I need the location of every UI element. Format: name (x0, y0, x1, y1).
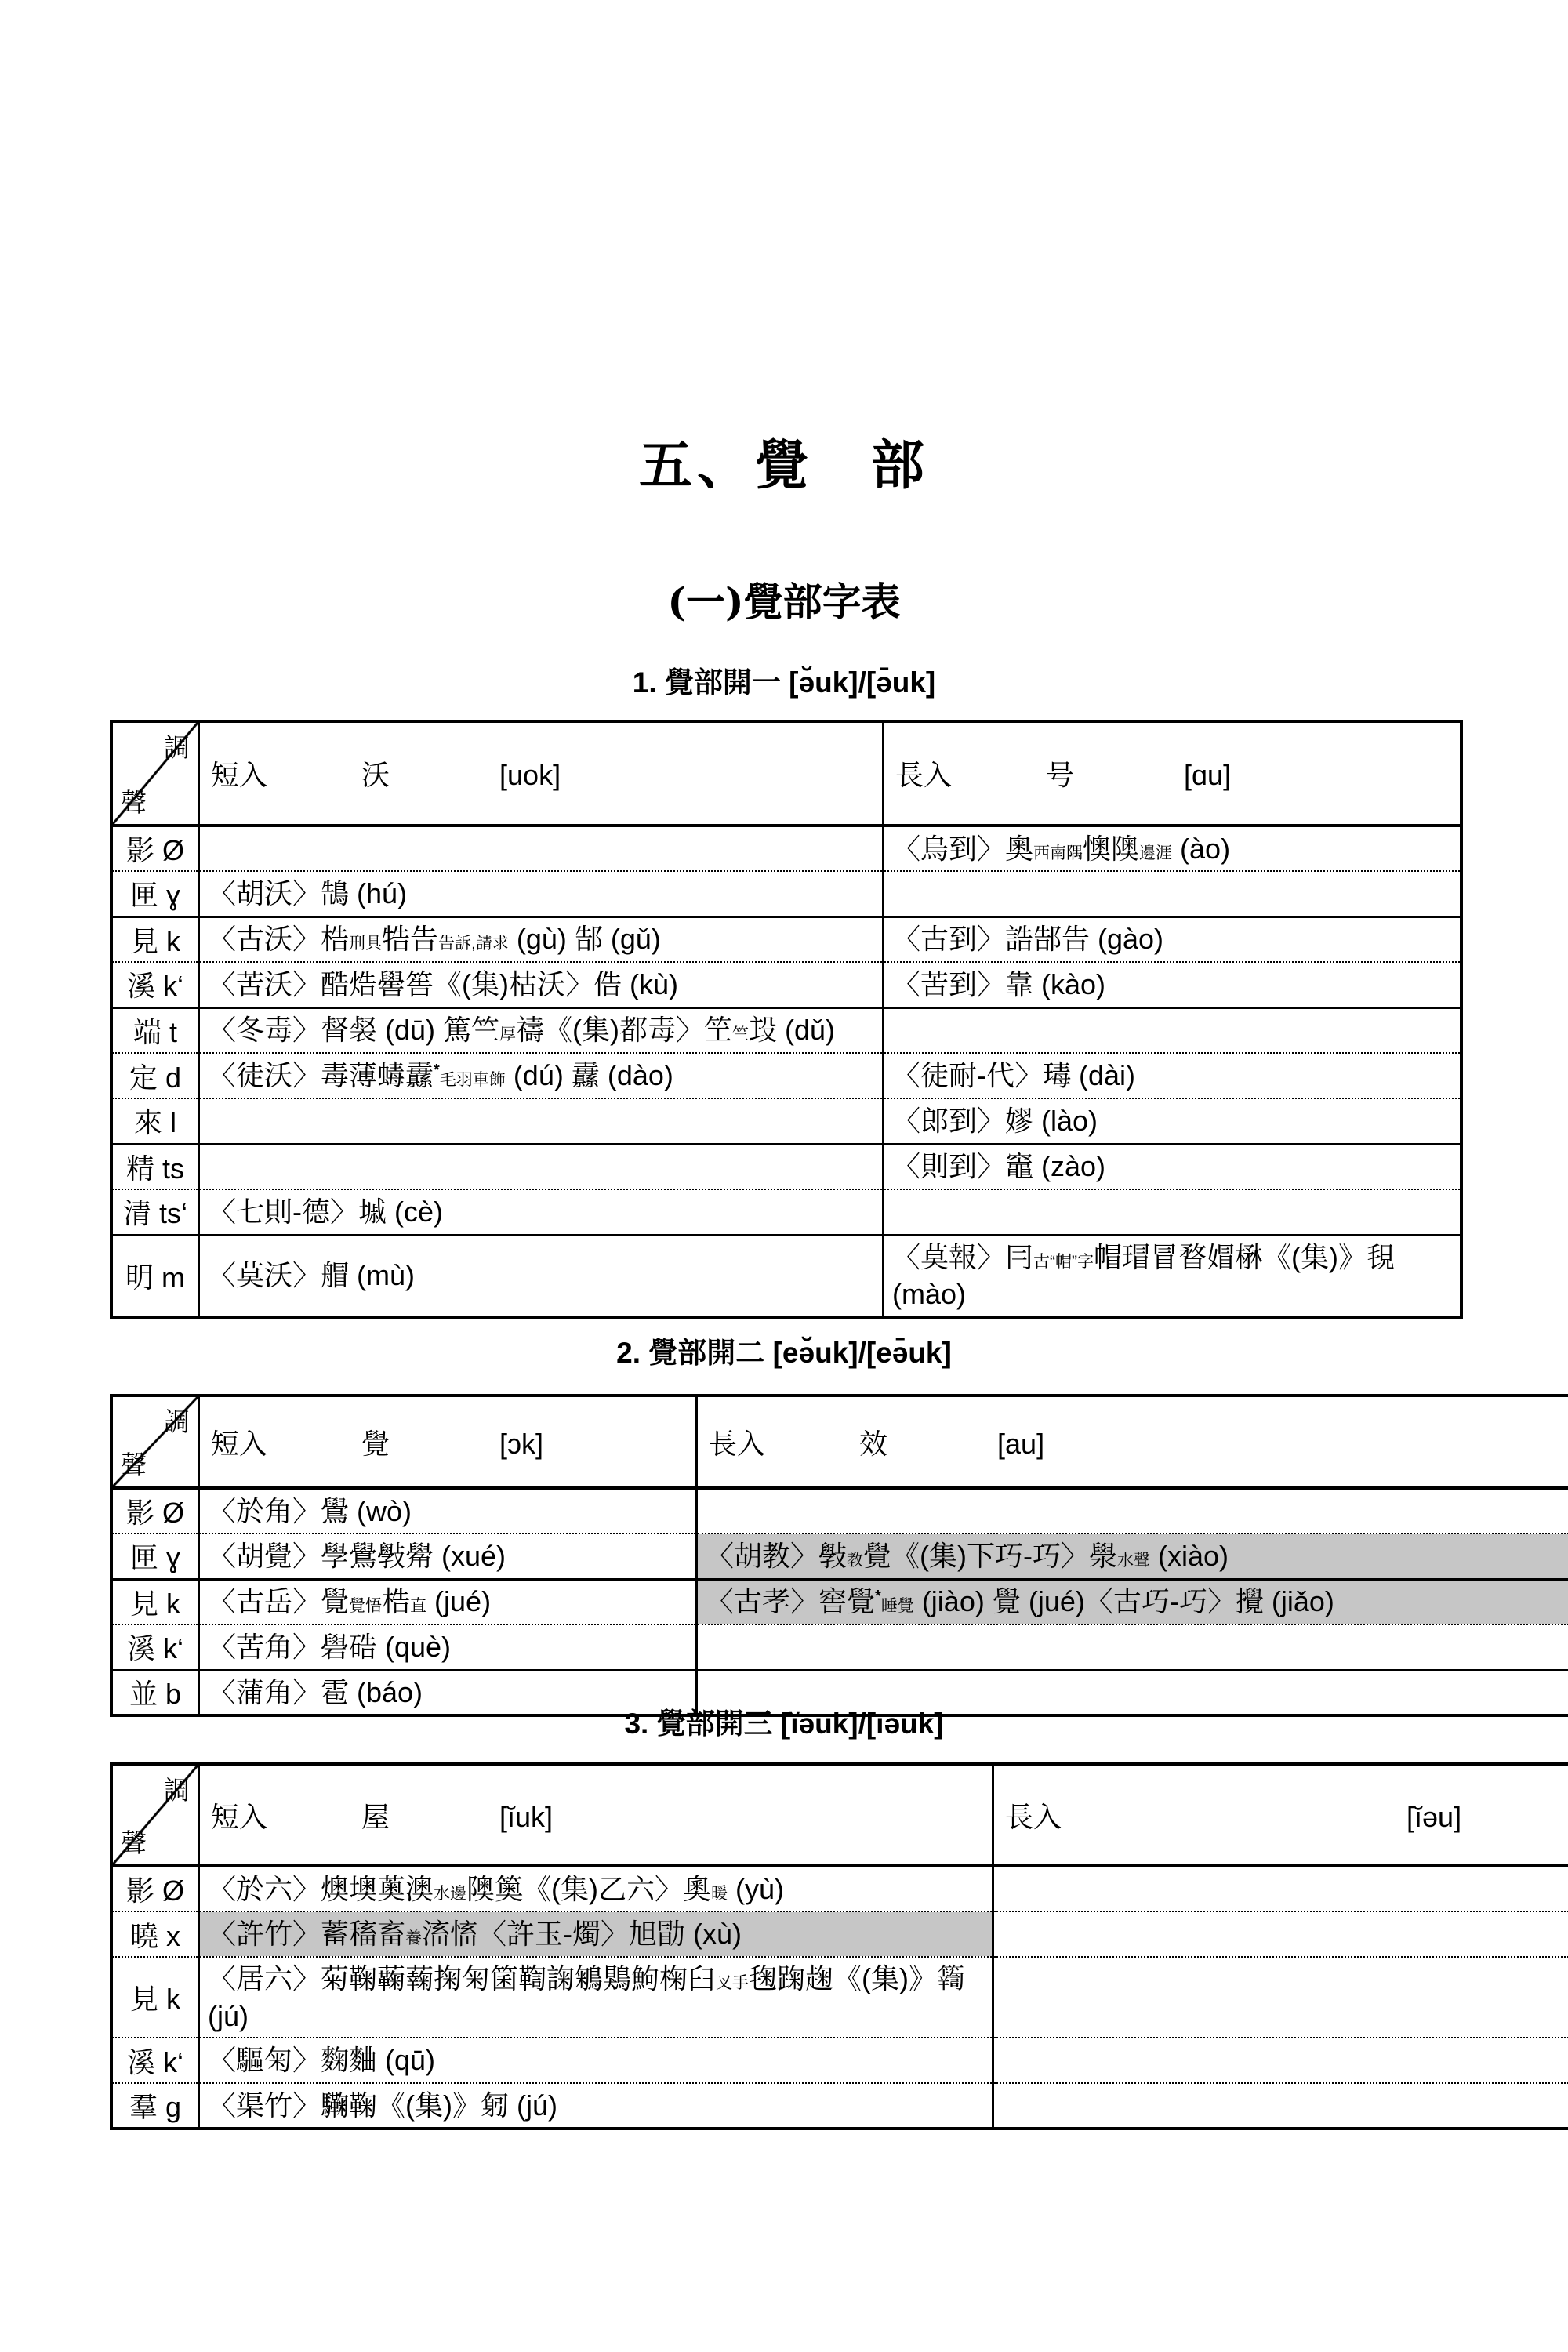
short-column-ipa: [uok] (499, 759, 561, 791)
table-row (111, 2083, 1568, 2129)
entry-text: 牿告 (382, 923, 439, 956)
gloss-annotation: 邊涯 (1139, 844, 1173, 862)
short-entry-cell (199, 1144, 884, 1189)
corner-label-initial: 聲 (121, 788, 147, 817)
entry-text: (dú) 纛 (dào) (505, 1059, 673, 1092)
short-column-header (199, 1764, 993, 1866)
entry-text: (jué) (426, 1585, 492, 1618)
entry-text: 覺《(集)下巧-巧〉澩 (863, 1539, 1117, 1572)
long-entry-cell (884, 1053, 1462, 1098)
entry-text: 懊隩 (1083, 832, 1140, 865)
long-entry-cell (884, 1007, 1462, 1053)
short-entry-cell (199, 2083, 993, 2129)
short-column-example-char: 沃 (361, 759, 390, 791)
long-column-label: 長入 (1005, 1800, 1062, 1833)
entry-text: 〈烏到〉奧 (892, 832, 1034, 865)
long-entry-cell (697, 1579, 1568, 1624)
initial-cell: 匣 ɣ (111, 1534, 199, 1579)
entry-text: 殶 (dǔ) (749, 1014, 836, 1047)
short-entry-cell (199, 1053, 884, 1098)
entry-text: 毱踘趜《(集)》𥷚 (jú) (208, 1962, 965, 2032)
table-row (111, 1957, 1568, 2038)
table-row (111, 1534, 1568, 1579)
entry-text: 〈古沃〉梏 (208, 923, 350, 956)
section-heading: 3. 覺部開三 [ĭəuk]/[īəuk] (624, 1708, 944, 1740)
long-entry-cell (993, 2083, 1568, 2129)
table-row (111, 1053, 1461, 1098)
short-column-label: 短入 (211, 759, 268, 791)
initial-cell: 明 m (111, 1235, 199, 1317)
asterisk-marker: * (434, 1062, 440, 1080)
entry-text: 〈渠竹〉驧鞠《(集)》匑 (jú) (208, 2089, 557, 2122)
table-row (111, 1488, 1568, 1534)
initial-cell: 見 k (111, 1957, 199, 2038)
short-entry-cell (199, 826, 884, 871)
short-entry-cell (199, 2038, 993, 2083)
initial-cell: 匣 ɣ (111, 871, 199, 916)
table-row (111, 1579, 1568, 1624)
short-entry-cell (199, 871, 884, 916)
initial-cell: 精 ts (111, 1144, 199, 1189)
table-header-row (111, 1396, 1568, 1488)
entry-text: 〈驅匊〉麴麯 (qū) (208, 2044, 436, 2077)
section-heading: 1. 覺部開一 [ə̆uk]/[ə̄uk] (632, 666, 936, 699)
entry-text: 〈於角〉鷽 (wò) (208, 1494, 412, 1527)
entry-text: 〈古孝〉窖覺 (706, 1585, 876, 1618)
gloss-annotation: 水聲 (1116, 1551, 1150, 1570)
initial-cell: 影 Ø (111, 826, 199, 871)
table-row (111, 1098, 1461, 1144)
gloss-annotation: 告訴,請求 (438, 935, 509, 953)
entry-text: 〈郎到〉嫪 (lào) (892, 1104, 1098, 1137)
tone-initial-corner-cell (111, 1396, 199, 1488)
long-column-ipa: [ɑu] (1184, 759, 1232, 791)
table-row (111, 826, 1461, 871)
long-entry-cell (884, 871, 1462, 916)
gloss-annotation: 睡覺 (880, 1597, 914, 1616)
short-entry-cell (199, 1911, 993, 1957)
entry-text: 〈古到〉誥郜告 (gào) (892, 923, 1164, 956)
entry-text: (yù) (728, 1872, 784, 1905)
entry-text: 〈苦沃〉酷焅嚳筶《(集)枯沃〉俈 (kù) (208, 967, 678, 1000)
long-entry-cell (697, 1488, 1568, 1534)
entry-text: 禱《(集)都毒〉笁 (516, 1014, 733, 1047)
long-entry-cell (884, 916, 1462, 962)
entry-text: 〈冬毒〉督裻 (dū) 篤竺 (208, 1014, 500, 1047)
table-row (111, 871, 1461, 916)
entry-text: 〈苦角〉礐硞 (què) (208, 1630, 452, 1663)
long-entry-cell (697, 1624, 1568, 1670)
table-row (111, 1624, 1568, 1670)
initial-cell: 溪 k‘ (111, 2038, 199, 2083)
corner-label-tone: 調 (164, 1776, 190, 1805)
short-column-example-char: 屋 (361, 1800, 390, 1833)
long-column-example-char: 号 (1046, 759, 1075, 791)
long-column-label: 長入 (709, 1427, 766, 1460)
table-row (111, 1866, 1568, 1911)
entry-text: 〈則到〉竈 (zào) (892, 1150, 1106, 1183)
tone-initial-corner-cell (111, 721, 199, 826)
initial-cell: 清 ts‘ (111, 1189, 199, 1235)
long-column-ipa: [ĭəu] (1406, 1800, 1462, 1833)
short-entry-cell (199, 1488, 697, 1534)
gloss-annotation: 古“帽”字 (1033, 1252, 1094, 1271)
short-column-example-char: 覺 (361, 1427, 390, 1460)
short-entry-cell (199, 1098, 884, 1144)
initial-cell: 見 k (111, 916, 199, 962)
entry-text: 隩䉛《(集)乙六〉奧 (466, 1872, 711, 1905)
initial-cell: 定 d (111, 1053, 199, 1098)
corner-label-initial: 聲 (121, 1450, 147, 1479)
entry-text: (gù) 郜 (gǔ) (508, 923, 661, 956)
long-column-header (993, 1764, 1568, 1866)
table-row (111, 1911, 1568, 1957)
section-heading: 2. 覺部開二 [eə̆uk]/[eə̄uk] (616, 1337, 952, 1369)
entry-text: 〈七則-德〉墄 (cè) (208, 1195, 443, 1228)
corner-label-initial: 聲 (121, 1828, 147, 1857)
table-row (111, 1007, 1461, 1053)
short-entry-cell (199, 1624, 697, 1670)
asterisk-marker: * (875, 1588, 881, 1606)
entry-text: 梏 (382, 1585, 411, 1618)
table-row (111, 2038, 1568, 2083)
long-entry-cell (884, 962, 1462, 1007)
initial-cell: 影 Ø (111, 1488, 199, 1534)
short-entry-cell (199, 1957, 993, 2038)
long-entry-cell (993, 1866, 1568, 1911)
short-column-label: 短入 (211, 1427, 268, 1460)
rime-table-1 (110, 720, 1463, 1319)
short-entry-cell (199, 1579, 697, 1624)
initial-cell: 羣 g (111, 2083, 199, 2129)
entry-text: 滀慉〈許玉-燭〉旭勖 (xù) (422, 1918, 742, 1951)
initial-cell: 並 b (111, 1670, 199, 1715)
entry-text: 〈胡教〉斅 (706, 1539, 848, 1572)
short-entry-cell (199, 916, 884, 962)
gloss-annotation: 直 (410, 1597, 427, 1616)
short-column-ipa: [ĭuk] (499, 1800, 554, 1833)
long-column-label: 長入 (895, 759, 953, 791)
table-row (111, 916, 1461, 962)
entry-text: 〈莫沃〉艒 (mù) (208, 1259, 415, 1292)
entry-text: 〈苦到〉靠 (kào) (892, 967, 1106, 1000)
initial-cell: 來 l (111, 1098, 199, 1144)
short-entry-cell (199, 1189, 884, 1235)
gloss-annotation: 覺悟 (349, 1597, 383, 1616)
gloss-annotation: 養 (405, 1929, 423, 1948)
long-column-header (697, 1396, 1568, 1488)
corner-label-tone: 調 (164, 733, 190, 762)
short-entry-cell (199, 1007, 884, 1053)
initial-cell: 溪 k‘ (111, 962, 199, 1007)
gloss-annotation: 厚 (499, 1025, 517, 1044)
entry-text: 〈徒耐-代〉瑇 (dài) (892, 1059, 1136, 1092)
long-entry-cell (697, 1534, 1568, 1579)
initial-cell: 曉 x (111, 1911, 199, 1957)
initial-cell: 見 k (111, 1579, 199, 1624)
entry-text: 〈徒沃〉毒薄蝳纛 (208, 1059, 434, 1092)
long-column-ipa: [au] (997, 1427, 1045, 1460)
rime-table-3 (110, 1762, 1568, 2130)
table-header-row (111, 721, 1461, 826)
short-entry-cell (199, 1866, 993, 1911)
long-entry-cell (993, 2038, 1568, 2083)
entry-text: 〈許竹〉蓄稸畜 (208, 1918, 406, 1951)
long-entry-cell (884, 826, 1462, 871)
table-row (111, 1235, 1461, 1317)
short-column-ipa: [ɔk] (499, 1427, 544, 1460)
page-subtitle: (一)覺部字表 (667, 579, 901, 625)
short-entry-cell (199, 962, 884, 1007)
short-entry-cell (199, 1534, 697, 1579)
gloss-annotation: 西南隅 (1033, 844, 1083, 862)
entry-text: (ào) (1172, 832, 1231, 865)
entry-text: 〈於六〉燠墺薁澳 (208, 1872, 434, 1905)
entry-text: 〈胡覺〉學鷽斅觷 (xué) (208, 1539, 506, 1572)
gloss-annotation: 教 (847, 1551, 864, 1570)
corner-label-tone: 調 (164, 1407, 190, 1436)
long-entry-cell (993, 1957, 1568, 2038)
gloss-annotation: 刑具 (349, 935, 383, 953)
gloss-annotation: 暖 (711, 1884, 728, 1903)
table-row (111, 1189, 1461, 1235)
gloss-annotation: 水邊 (434, 1884, 467, 1903)
entry-text: 〈古岳〉覺 (208, 1585, 350, 1618)
initial-cell: 溪 k‘ (111, 1624, 199, 1670)
entry-text: (xiào) (1149, 1539, 1229, 1572)
short-column-label: 短入 (211, 1800, 268, 1833)
long-entry-cell (884, 1098, 1462, 1144)
entry-text: 〈莫報〉冃 (892, 1240, 1034, 1273)
table-header-row (111, 1764, 1568, 1866)
short-column-header (199, 721, 884, 826)
table-row (111, 962, 1461, 1007)
long-entry-cell (884, 1144, 1462, 1189)
table-row (111, 1144, 1461, 1189)
rime-table-2 (110, 1394, 1568, 1717)
long-column-header (884, 721, 1462, 826)
gloss-annotation: 毛羽車飾 (439, 1071, 506, 1090)
tone-initial-corner-cell (111, 1764, 199, 1866)
entry-text: 帽瑁冒暓媢楙《(集)》覒 (mào) (892, 1240, 1395, 1311)
page-title: 五、覺 部 (638, 434, 929, 497)
short-entry-cell (199, 1235, 884, 1317)
entry-text: (jiào) 覺 (jué)〈古巧-巧〉攪 (jiǎo) (913, 1585, 1334, 1618)
entry-text: 〈蒲角〉雹 (báo) (208, 1675, 423, 1708)
long-entry-cell (884, 1189, 1462, 1235)
short-column-header (199, 1396, 697, 1488)
gloss-annotation: 叉手 (716, 1974, 750, 1992)
initial-cell: 影 Ø (111, 1866, 199, 1911)
entry-text: 〈胡沃〉鵠 (hú) (208, 877, 408, 909)
long-entry-cell (993, 1911, 1568, 1957)
initial-cell: 端 t (111, 1007, 199, 1053)
long-entry-cell (884, 1235, 1462, 1317)
entry-text: 〈居六〉菊鞠蘜䕮掬匊箘鞫諊鵴鶪鮈椈臼 (208, 1962, 717, 1994)
long-column-example-char: 效 (859, 1427, 888, 1460)
gloss-annotation: 竺 (732, 1025, 750, 1044)
